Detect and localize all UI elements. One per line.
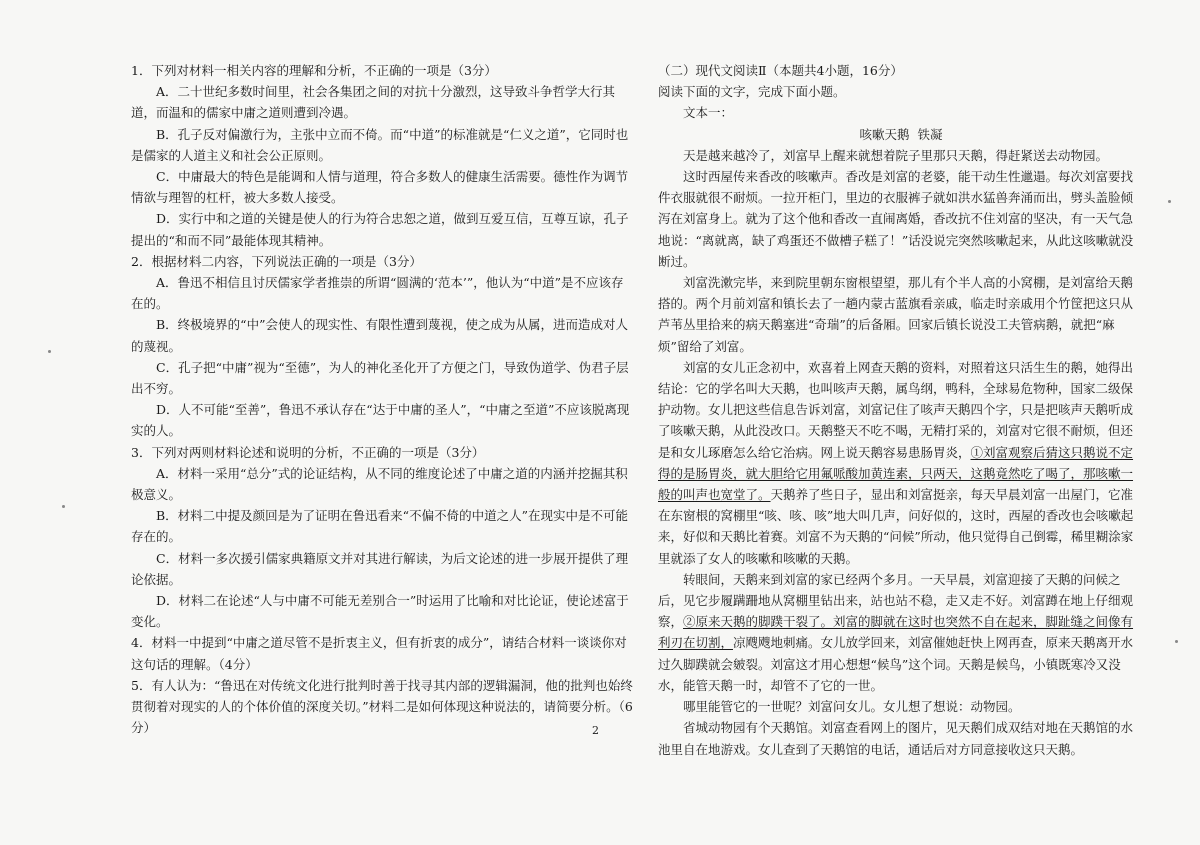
paragraph-2: 这时西屋传来香改的咳嗽声。香改是刘富的老婆，能干动生性邋遢。每次刘富要找件衣服就很不耐烦。一拉开柜门，里边的衣服裤子就如洪水猛兽奔涌而出，劈头盖脸倾泻在刘富身上。就为了这个他和香改一直闹离婚，香改抗不住刘富的坚决，有一天气急地说：“离就离，缺了鸡蛋还不做槽子糕了！”话没说完突然咳嗽起来，从此这咳嗽就没断过。 — [658, 169, 1134, 269]
underlined-sentence-1: ①刘富观察后猜这只鹅说不定得的是肠胃炎，就大胆给它用氟哌酸加黄连素，只两天，这鹅竟然吃了喝了，那咳嗽一般的叫声也宽堂了。 — [658, 444, 1134, 503]
underlined-sentence-2: ②原来天鹅的脚蹼干裂了。刘富的脚就在这时也突然不自在起来，脚趾缝之间像有利刃在切割， — [658, 614, 1134, 651]
paragraph-3: 刘富洗漱完毕，来到院里朝东窗根望望，那儿有个半人高的小窝棚，是刘富给天鹅搭的。两个月前刘富和镇长去了一趟内蒙古蓝旗看亲戚，临走时亲戚用个竹筐把这只从芦苇丛里拾来的病天鹅塞进“奇瑞”的后备厢。回家后镇长说没工夫管病鹅，就把“麻烦”留给了刘富。 — [658, 275, 1134, 354]
paragraph-5 — [658, 569, 1144, 696]
question-4: 4．材料一中提到“中庸之道尽管不是折衷主义，但有折衷的成分”，请结合材料一谈谈你对这句话的理解。（4分） — [131, 635, 627, 672]
scan-speck — [1168, 200, 1171, 203]
question-2: 2．根据材料二内容，下列说法正确的一项是（3分） — [131, 253, 422, 269]
option-2a: A．鲁迅不相信且讨厌儒家学者推崇的所谓“圆满的‘范本’”，他认为“中道”是不应该存在的。 — [131, 275, 624, 312]
scan-speck — [1175, 640, 1178, 643]
page-number: 2 — [592, 724, 599, 737]
scan-speck — [62, 505, 65, 508]
option-1b: B．孔子反对偏激行为，主张中立而不倚。而“中道”的标准就是“仁义之道”，它同时也是儒家的人道主义和社会公正原则。 — [131, 126, 629, 163]
question-5: 5．有人认为：“鲁迅在对传统文化进行批判时善于找寻其内部的逻辑漏洞，他的批判也始终贯彻着对现实的人的个体价值的深度关切。”材料二是如何体现这种说法的，请简要分析。（6分） — [131, 677, 633, 736]
option-1c: C．中庸最大的特色是能调和人情与道理，符合多数人的健康生活需要。德性作为调节情欲与理智的杠杆，被大多数人接受。 — [131, 169, 629, 206]
story-heading — [658, 124, 1144, 145]
question-1: 1．下列对材料一相关内容的理解和分析，不正确的一项是（3分） — [131, 63, 497, 78]
option-2b: B．终极境界的“中”会使人的现实性、有限性遭到蔑视，使之成为从属，进而造成对人的蔑视。 — [131, 317, 628, 354]
paragraph-7: 省城动物园有个天鹅馆。刘富查看网上的图片，见天鹅们成双结对地在天鹅馆的水池里自在地游戏。女儿查到了天鹅馆的电话，通话后对方同意接收这只天鹅。 — [658, 720, 1134, 757]
option-2c: C．孔子把“中庸”视为“至德”，为人的神化圣化开了方便之门，导致伪道学、伪君子层出不穷。 — [131, 359, 629, 397]
scan-speck — [48, 350, 51, 353]
paragraph-5-text: 转眼间，天鹅来到刘富的家已经两个多月。一天早晨，刘富迎接了天鹅的问候之后，见它步履蹒跚地从窝棚里钻出来，站也站不稳，走又走不好。刘富蹲在地上仔细观察， — [658, 571, 1134, 630]
reading-instruction: 阅读下面的文字，完成下面小题。 — [658, 84, 846, 100]
paragraph-5-rest: 凉飕飕地刺痛。女儿放学回来，刘富催她赶快上网再查，原来天鹅离开水过久脚蹼就会皴裂。刘富这才用心想想“候鸟”这个词。天鹅是候鸟，小镇既寒冷又没水，能管天鹅一时，却管不了它的一世。 — [658, 635, 1134, 693]
option-1d: D．实行中和之道的关键是使人的行为符合忠恕之道，做到互爱互信，互尊互谅，孔子提出的“和而不同”最能体现其精神。 — [131, 211, 629, 248]
paragraph-6: 哪里能管它的一世呢？刘富问女儿。女儿想了想说：动物园。 — [683, 699, 1021, 715]
right-column — [658, 60, 1144, 760]
option-3c: C．材料一多次援引儒家典籍原文并对其进行解读，为后文论述的进一步展开提供了理论依据。 — [131, 550, 629, 587]
text-label: 文本一： — [683, 105, 734, 121]
question-3: 3．下列对两则材料论述和说明的分析，不正确的一项是（3分） — [131, 444, 485, 460]
option-1a: A．二十世纪多数时间里，社会各集团之间的对抗十分激烈，这导致斗争哲学大行其道，而温和的儒家中庸之道则遭到冷遇。 — [131, 84, 616, 121]
story-title: 咳嗽天鹅 — [859, 126, 910, 142]
left-column — [131, 60, 634, 739]
option-3d: D．材料二在论述“人与中庸不可能无差别合一”时运用了比喻和对比论证，使论述富于变化。 — [131, 593, 629, 630]
option-2d: D．人不可能“至善”，鲁迅不承认存在“达于中庸的圣人”，“中庸之至道”不应该脱离现实的人。 — [131, 402, 630, 439]
option-3b: B．材料二中提及颜回是为了证明在鲁迅看来“不偏不倚的中道之人”在现实中是不可能存在的。 — [131, 508, 628, 545]
paragraph-4 — [658, 357, 1144, 569]
paragraph-4-text: 刘富的女儿正念初中，欢喜着上网查天鹅的资料，对照着这只活生生的鹅，她得出结论：它的学名叫大天鹅，也叫咳声天鹅，属鸟纲，鸭科，全球易危物种，国家二级保护动物。女儿把这些信息告诉刘富，刘富记住了咳声天鹅四个字，只是把咳声天鹅听成了咳嗽天鹅，从此没改口。天鹅整天不吃不喝，无精打采的，刘富对它很不耐烦，但还是和女儿琢磨怎么给它治病。网上说天鹅容易患肠胃炎， — [658, 359, 1134, 460]
paragraph-1: 天是越来越冷了，刘富早上醒来就想着院子里那只天鹅，得赶紧送去动物园。 — [683, 147, 1109, 163]
paragraph-4-rest: 天鹅养了些日子，显出和刘富挺亲，每天早晨刘富一出屋门，它准在东窗根的窝棚里“咳、咳、咳”地大叫几声，问好似的，这时，西屋的香改也会咳嗽起来，好似和天鹅比着赛。刘富不为天鹅的“问候”所动，他只觉得自己倒霉，稀里糊涂家里就添了女人的咳嗽和咳嗽的天鹅。 — [658, 487, 1134, 566]
section-heading: （二）现代文阅读Ⅱ（本题共4小题，16分） — [658, 63, 903, 78]
story-author: 铁凝 — [917, 126, 943, 142]
option-3a: A．材料一采用“总分”式的论证结构，从不同的维度论述了中庸之道的内涵并挖掘其积极意义。 — [131, 465, 628, 503]
